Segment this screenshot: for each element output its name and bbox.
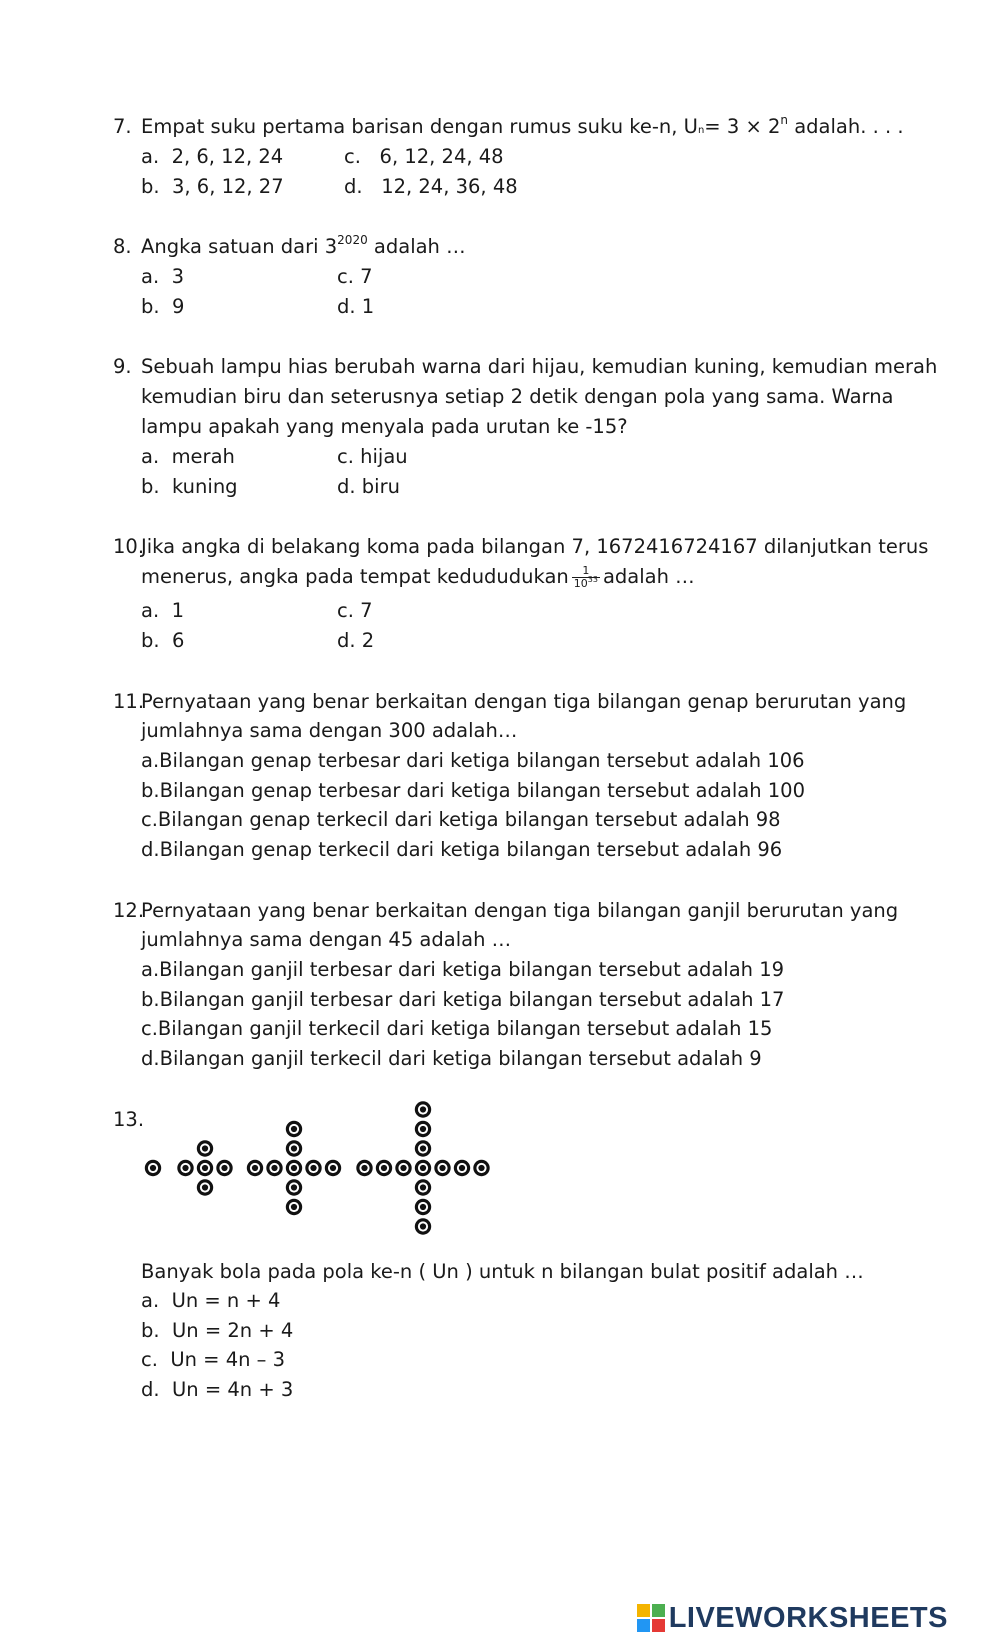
q7-option-d[interactable]: d. 12, 24, 36, 48 — [344, 175, 518, 198]
q9-stem-line-1: Sebuah lampu hias berubah warna dari hijau, kemudian kuning, kemudian merah — [141, 355, 938, 378]
q10-stem-line-2: menerus, angka pada tempat kedududukan $\frac{1}{10^{33}}$ adalah … — [141, 564, 695, 590]
logo-square-2 — [652, 1604, 665, 1617]
q11-number: 11. — [113, 690, 145, 713]
q12-number: 12. — [113, 899, 145, 922]
q12-stem-line-2: jumlahnya sama dengan 45 adalah … — [141, 928, 512, 951]
q10-option-b[interactable]: b. 6 — [141, 629, 185, 652]
logo-square-1 — [637, 1604, 650, 1617]
ball — [415, 1101, 431, 1117]
logo-square-4 — [652, 1619, 665, 1632]
q10-option-a[interactable]: a. 1 — [141, 599, 184, 622]
q8-stem: Angka satuan dari $3^{2020}$ adalah … — [141, 233, 466, 258]
logo-square-3 — [637, 1619, 650, 1632]
ball — [415, 1199, 431, 1215]
q12-option-a[interactable]: a.Bilangan ganjil terbesar dari ketiga bilangan tersebut adalah 19 — [141, 958, 785, 981]
q13-option-a[interactable]: a. Un = n + 4 — [141, 1289, 281, 1312]
ball — [216, 1160, 232, 1176]
ball — [286, 1199, 302, 1215]
ball — [356, 1160, 372, 1176]
ball — [415, 1121, 431, 1137]
q11-option-b[interactable]: b.Bilangan genap terbesar dari ketiga bilangan tersebut adalah 100 — [141, 779, 805, 802]
fraction: $\frac{1}{10^{33}}$ — [573, 564, 598, 590]
ball — [286, 1140, 302, 1156]
q12-option-b[interactable]: b.Bilangan ganjil terbesar dari ketiga bilangan tersebut adalah 17 — [141, 988, 785, 1011]
q9-stem-line-2: kemudian biru dan seterusnya setiap 2 detik dengan pola yang sama. Warna — [141, 385, 894, 408]
q8-option-a[interactable]: a. 3 — [141, 265, 184, 288]
q7-option-c[interactable]: c. 6, 12, 24, 48 — [344, 145, 504, 168]
q10-option-d[interactable]: d. 2 — [337, 629, 375, 652]
ball — [415, 1140, 431, 1156]
q9-option-c[interactable]: c. hijau — [337, 445, 408, 468]
q12-option-d[interactable]: d.Bilangan ganjil terkecil dari ketiga bilangan tersebut adalah 9 — [141, 1047, 762, 1070]
q10-number: 10. — [113, 535, 145, 558]
q8-option-b[interactable]: b. 9 — [141, 295, 185, 318]
ball — [415, 1218, 431, 1234]
logo-mark-icon — [637, 1604, 665, 1632]
ball — [197, 1140, 213, 1156]
ball — [395, 1160, 411, 1176]
q13-stem: Banyak bola pada pola ke-n ( Un ) untuk n bilangan bulat positif adalah … — [141, 1260, 864, 1283]
q7-option-b[interactable]: b. 3, 6, 12, 27 — [141, 175, 284, 198]
ball — [415, 1160, 431, 1176]
q11-option-c[interactable]: c.Bilangan genap terkecil dari ketiga bilangan tersebut adalah 98 — [141, 808, 781, 831]
q8-number: 8. — [113, 235, 132, 258]
ball — [325, 1160, 341, 1176]
q11-stem-line-2: jumlahnya sama dengan 300 adalah… — [141, 719, 518, 742]
q13-number: 13. — [113, 1108, 145, 1131]
q7-stem: Empat suku pertama barisan dengan rumus suku ke-n, $Un= 3 \times 2^n$ adalah. . . . — [141, 113, 904, 138]
ball — [286, 1160, 302, 1176]
q9-stem-line-3: lampu apakah yang menyala pada urutan ke -15? — [141, 415, 628, 438]
ball — [305, 1160, 321, 1176]
ball — [434, 1160, 450, 1176]
ball — [415, 1179, 431, 1195]
q11-option-a[interactable]: a.Bilangan genap terbesar dari ketiga bilangan tersebut adalah 106 — [141, 749, 805, 772]
q8-option-c[interactable]: c. 7 — [337, 265, 373, 288]
ball — [266, 1160, 282, 1176]
liveworksheets-logo — [637, 1600, 948, 1636]
ball — [247, 1160, 263, 1176]
q9-option-a[interactable]: a. merah — [141, 445, 235, 468]
q9-number: 9. — [113, 355, 132, 378]
q10-stem-line-1: Jika angka di belakang koma pada bilangan 7, 1672416724167 dilanjutkan terus — [141, 535, 929, 558]
q9-option-d[interactable]: d. biru — [337, 475, 400, 498]
ball — [286, 1121, 302, 1137]
q10-option-c[interactable]: c. 7 — [337, 599, 373, 622]
ball — [473, 1160, 489, 1176]
ball — [145, 1160, 161, 1176]
ball — [197, 1179, 213, 1195]
ball — [197, 1160, 213, 1176]
q7-option-a[interactable]: a. 2, 6, 12, 24 — [141, 145, 284, 168]
q8-option-d[interactable]: d. 1 — [337, 295, 375, 318]
ball — [286, 1179, 302, 1195]
q12-stem-line-1: Pernyataan yang benar berkaitan dengan tiga bilangan ganjil berurutan yang — [141, 899, 899, 922]
q13-option-c[interactable]: c. Un = 4n – 3 — [141, 1348, 286, 1371]
q13-option-b[interactable]: b. Un = 2n + 4 — [141, 1319, 294, 1342]
ball — [376, 1160, 392, 1176]
q13-option-d[interactable]: d. Un = 4n + 3 — [141, 1378, 294, 1401]
q11-stem-line-1: Pernyataan yang benar berkaitan dengan tiga bilangan genap berurutan yang — [141, 690, 907, 713]
q7-number: 7. — [113, 115, 132, 138]
q9-option-b[interactable]: b. kuning — [141, 475, 238, 498]
ball — [177, 1160, 193, 1176]
ball — [454, 1160, 470, 1176]
q11-option-d[interactable]: d.Bilangan genap terkecil dari ketiga bilangan tersebut adalah 96 — [141, 838, 783, 861]
logo-text: LIVEWORKSHEETS — [668, 1601, 948, 1634]
q12-option-c[interactable]: c.Bilangan ganjil terkecil dari ketiga bilangan tersebut adalah 15 — [141, 1017, 773, 1040]
